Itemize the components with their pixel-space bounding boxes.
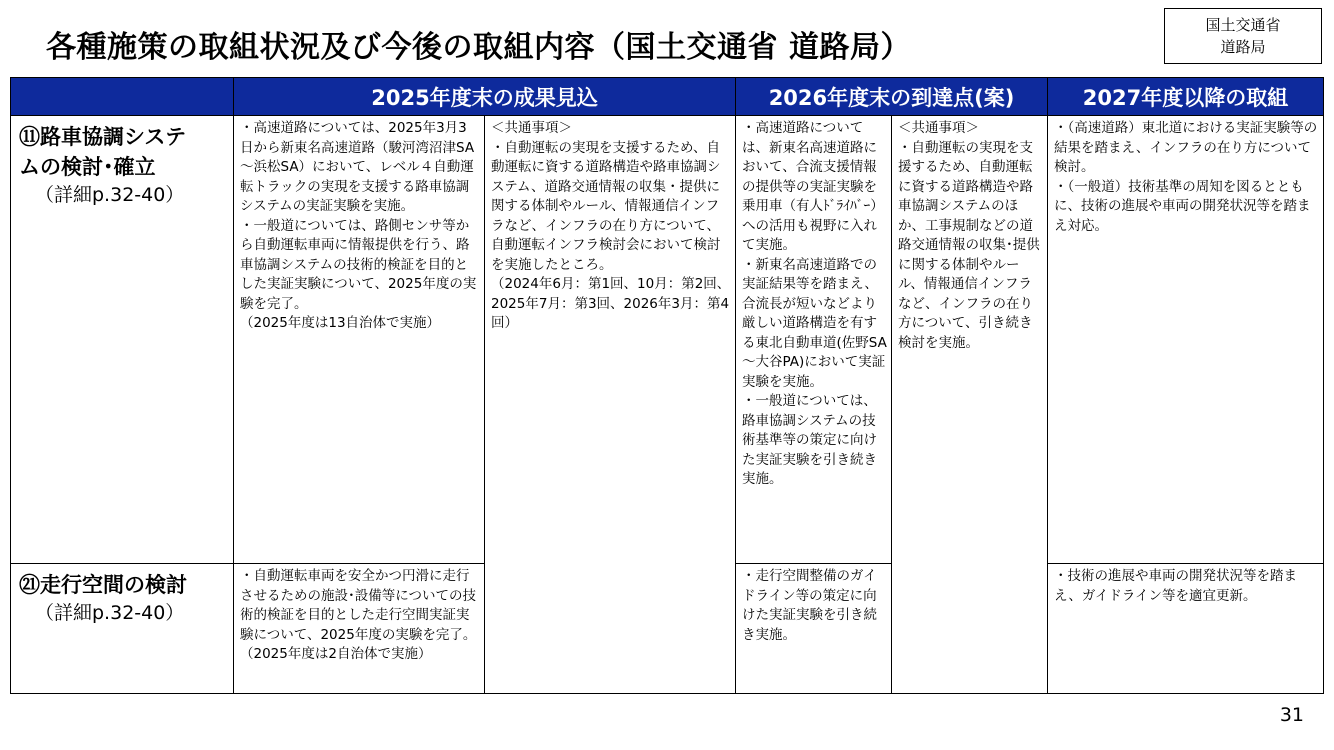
header-2026: 2026年度末の到達点(案) (736, 78, 1048, 116)
cell-2025-specific: ・高速道路については、2025年3月3日から新東名高速道路（駿河湾沼津SA～浜松SA）において、レベル４自動運転トラックの実現を支援する路車協調システムの実証実験を実施。 ・一般道については、路側センサ等から自動運転車両に情報提供を行う、路車協調システムの技術的検証を目的とした実証実験について、2025年度の実験を完了。 （2025年度は13自治体で実施） (234, 116, 485, 564)
row-detail-ref: （詳細p.32-40） (35, 184, 185, 206)
cell-2027: ・（高速道路）東北道における実証実験等の結果を踏まえ、インフラの在り方について検討。 ・（一般道）技術基準の周知を図るとともに、技術の進展や車両の開発状況等を踏まえ対応。 (1048, 116, 1324, 564)
row-header-cell (11, 564, 234, 694)
row-title: ⑪路車協調システ ムの検討･確立 (19, 125, 186, 179)
cell-2026-specific: ・高速道路については、新東名高速道路において、合流支援情報の提供等の実証実験を乗用車（有人ﾄﾞﾗｲﾊﾞｰ）への活用も視野に入れて実施。 ・新東名高速道路での実証結果等を踏まえ、合流長が短いなどより厳しい道路構造を有する東北自動車道(佐野SA～大谷PA)において実証実験を実施。 ・一般道については、路車協調システムの技術基準等の策定に向けた実証実験を引き続き実施。 (736, 116, 892, 564)
table-header-row (11, 78, 1324, 116)
page-number: 31 (1279, 704, 1304, 726)
ministry-badge (1164, 8, 1322, 64)
cell-2026-common: ＜共通事項＞ ・自動運転の実現を支援するため、自動運転に資する道路構造や路車協調システムのほか、工事規制などの道路交通情報の収集･提供に関する体制やルール、情報通信インフラなど、インフラの在り方について、引き続き検討を実施。 (892, 116, 1048, 694)
badge-text: 国土交通省 道路局 (1205, 16, 1281, 56)
status-table (10, 77, 1324, 694)
cell-2027: ・技術の進展や車両の開発状況等を踏まえ、ガイドライン等を適宜更新。 (1048, 564, 1324, 694)
row-header-cell (11, 116, 234, 564)
table-row (11, 116, 1324, 564)
cell-2026-specific: ・走行空間整備のガイドライン等の策定に向けた実証実験を引き続き実施。 (736, 564, 892, 694)
header-2027: 2027年度以降の取組 (1048, 78, 1324, 116)
header-blank (11, 78, 234, 116)
cell-2025-common: ＜共通事項＞ ・自動運転の実現を支援するため、自動運転に資する道路構造や路車協調システム、道路交通情報の収集・提供に関する体制やルール、情報通信インフラなど、インフラの在り方について、自動運転インフラ検討会において検討を実施したところ。 （2024年6月：第1回、10月：第2回、2025年7月：第3回、2026年3月：第4回） (485, 116, 736, 694)
header-2025: 2025年度末の成果見込 (234, 78, 736, 116)
page-title: 各種施策の取組状況及び今後の取組内容（国土交通省 道路局） (46, 30, 911, 65)
cell-2025-specific: ・自動運転車両を安全かつ円滑に走行させるための施設･設備等についての技術的検証を目的とした走行空間実証実験について、2025年度の実験を完了。（2025年度は2自治体で実施） (234, 564, 485, 694)
row-detail-ref: （詳細p.32-40） (35, 602, 185, 624)
row-title: ㉑走行空間の検討 (19, 573, 187, 597)
